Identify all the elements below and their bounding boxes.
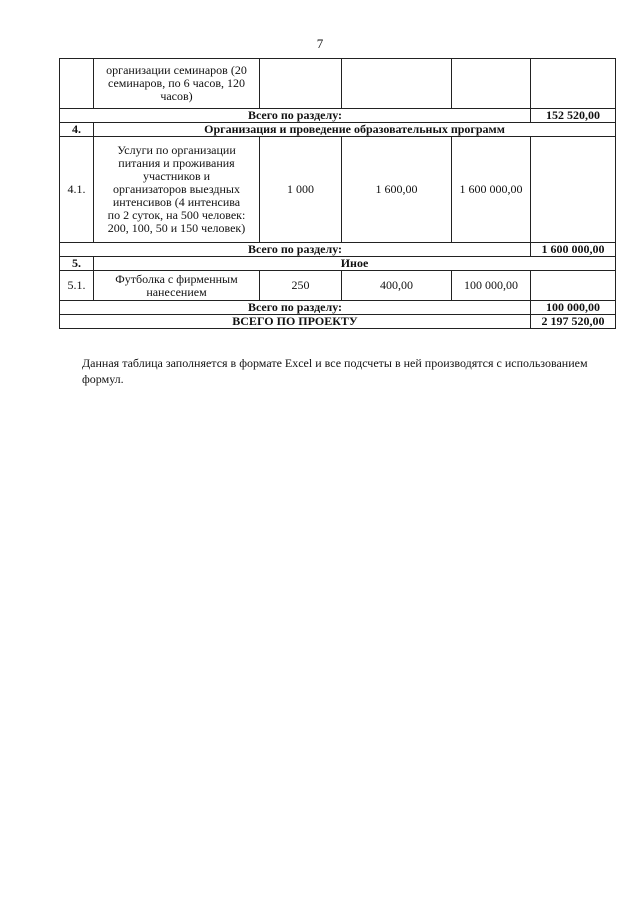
subtotal-value: 100 000,00: [531, 301, 616, 315]
subtotal-row: [60, 109, 616, 123]
description-line: интенсивов (4 интенсива: [112, 195, 241, 209]
quantity-cell: 1 000: [260, 137, 342, 243]
extra-cell: [531, 137, 616, 243]
price-cell: 400,00: [342, 271, 452, 301]
subtotal-label: Всего по разделу:: [60, 109, 531, 123]
section-title: Организация и проведение образовательных программ: [94, 123, 616, 137]
description-line: нанесением: [146, 284, 207, 299]
table-row: [60, 137, 616, 243]
row-number-cell: 4.1.: [60, 137, 94, 243]
subtotal-value: 1 600 000,00: [531, 243, 616, 257]
subtotal-label: Всего по разделу:: [60, 301, 531, 315]
row-number-cell: [60, 59, 94, 109]
extra-cell: [531, 271, 616, 301]
description-line: семинаров, по 6 часов, 120: [107, 76, 245, 90]
grand-total-label: ВСЕГО ПО ПРОЕКТУ: [60, 315, 531, 329]
price-cell: [342, 59, 452, 109]
section-header-row: [60, 123, 616, 137]
row-number-cell: 5.1.: [60, 271, 94, 301]
subtotal-row: [60, 301, 616, 315]
grand-total-value: 2 197 520,00: [531, 315, 616, 329]
total-cell: [452, 59, 531, 109]
description-line: питания и проживания: [118, 156, 235, 170]
section-number: 5.: [60, 257, 94, 271]
description-line: Футболка с фирменным: [115, 271, 238, 286]
description-line: организаторов выездных: [113, 182, 240, 196]
price-cell: 1 600,00: [342, 137, 452, 243]
description-cell: [94, 59, 260, 109]
description-line: участников и: [142, 169, 211, 183]
description-line: Услуги по организации: [117, 143, 236, 157]
table-note: Данная таблица заполняется в формате Excel и все подсчеты в ней производятся с использованием формул.: [82, 356, 588, 386]
description-line: по 2 суток, на 500 человек:: [107, 208, 246, 222]
quantity-cell: 250: [260, 271, 342, 301]
section-number: 4.: [60, 123, 94, 137]
total-cell: 100 000,00: [452, 271, 531, 301]
table-row: [60, 59, 616, 109]
page-number: 7: [316, 36, 324, 51]
description-line: 200, 100, 50 и 150 человек): [107, 221, 246, 235]
extra-cell: [531, 59, 616, 109]
budget-table: [59, 58, 616, 329]
subtotal-label: Всего по разделу:: [60, 243, 531, 257]
subtotal-row: [60, 243, 616, 257]
grand-total-row: [60, 315, 616, 329]
section-title: Иное: [94, 257, 616, 271]
subtotal-value: 152 520,00: [531, 109, 616, 123]
total-cell: 1 600 000,00: [452, 137, 531, 243]
description-cell: [94, 271, 260, 301]
table-row: [60, 271, 616, 301]
description-line: часов): [160, 89, 193, 103]
description-line: организации семинаров (20: [106, 63, 247, 77]
quantity-cell: [260, 59, 342, 109]
section-header-row: [60, 257, 616, 271]
description-cell: [94, 137, 260, 243]
